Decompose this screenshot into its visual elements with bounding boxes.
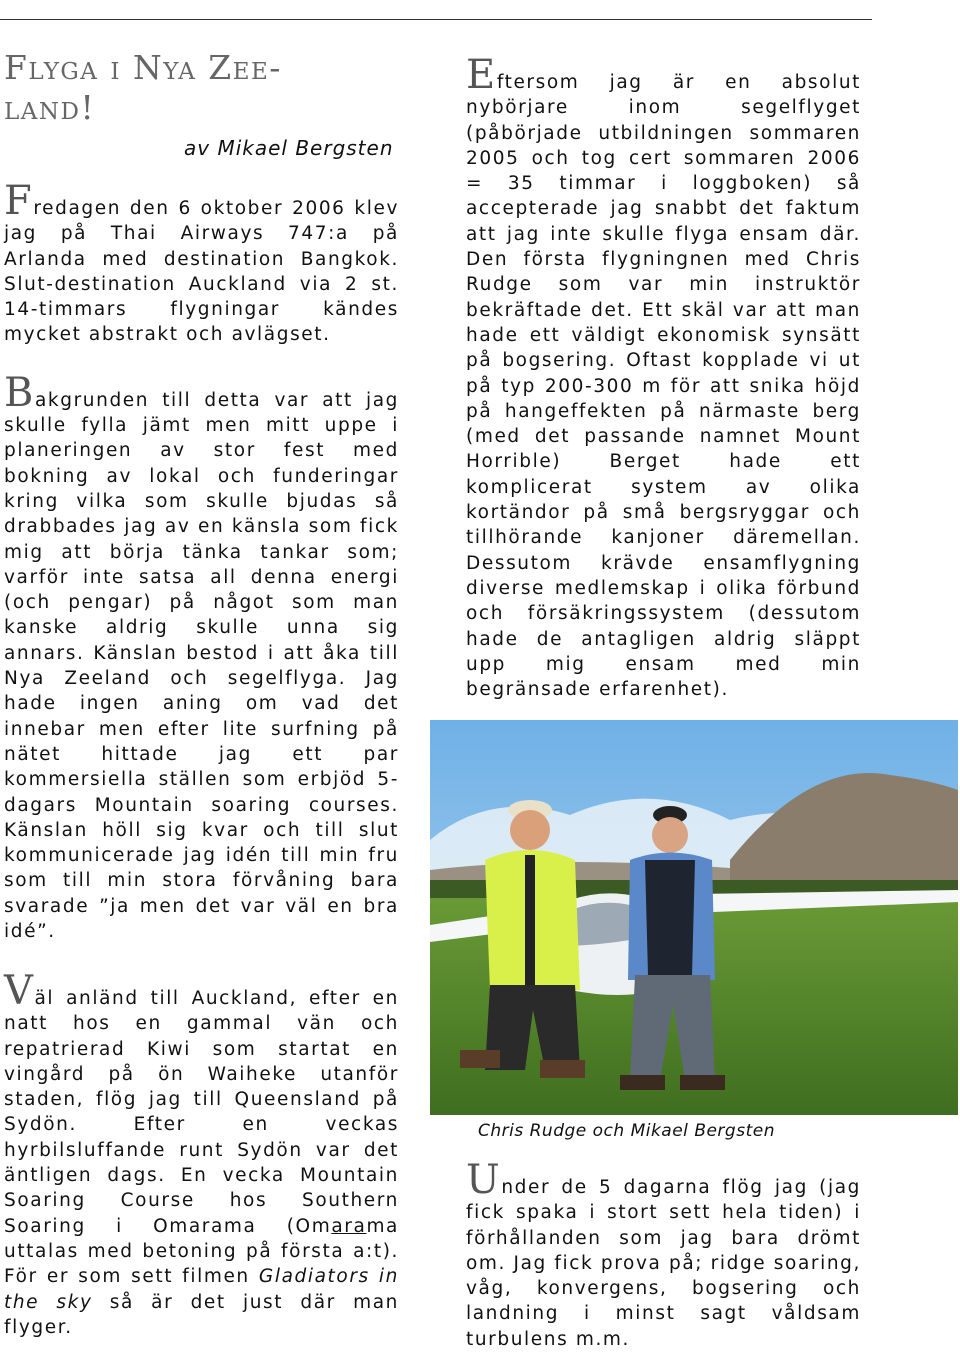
photo-caption: Chris Rudge och Mikael Bergsten [478,1121,775,1141]
paragraph-text: nder de 5 dagarna flög jag (jag fick spaka i stort sett hela tiden) i förhållanden som jag bara drömt om. Jag fick prova på; ridge soaring, våg, konvergens, bogsering och landning i minst sagt våldsam turbulens m.m. [466,1177,861,1350]
drop-cap: F [4,178,34,224]
photo-illustration [430,720,958,1115]
paragraph-1 [4,178,399,348]
paragraph-text: äl anländ till Auckland, efter en natt hos en gammal vän och repatrierad Kiwi som startat en vingård på ön Waiheke utanför staden, flög jag till Queensland på Sydön. Efter en veckas hyrbilsluffande runt Sydön var det äntligen dags. En vecka Mountain Soaring Course hos Southern Soaring i Omarama (Om [4,988,399,1237]
title-line-2: land! [4,88,96,127]
paragraph-3 [4,968,400,1340]
underlined-syllable: ara [331,1215,367,1237]
paragraph-text: redagen den 6 oktober 2006 klev jag på Thai Airways 747:a på Arlanda med destination Bangkok. Slut-destination Auckland via 2 st. 14-timmars flygningar kändes mycket abstrakt och avlägset. [4,198,399,346]
paragraph-text: ftersom jag är en absolut nybörjare inom segelflyget (påbörjade utbildningen sommaren 2005 och tog cert sommaren 2006 = 35 timmar i loggboken) så accepterade jag snabbt det faktum att jag inte skulle flyga ensam där. Den första flygningnen med Chris Rudge som var min instruktör bekräftade det. Ett skäl var att man hade ett väldigt ekonomisk synsätt på bogsering. Oftast kopplade vi ut på typ 200-300 m för att snika höjd på hangeffekten på närmaste berg (med det passande namnet Mount Horrible) Berget hade ett komplicerat system av olika kortändor på små bergsryggar och tillhörande kanjoner däremellan. Dessutom krävde ensamflygning diverse medlemskap i olika förbund och försäkringssystem (dessutom hade de antagligen aldrig släppt upp mig ensam med min begränsade erfarenhet). [466,72,861,701]
article-title [4,48,399,128]
paragraph-2 [4,369,399,945]
drop-cap: E [466,52,497,98]
byline: av Mikael Bergsten [184,136,394,160]
paragraph-text: så är det just där man flyger. [4,1291,400,1338]
film-title: Gladiators in the sky [4,1266,399,1313]
paragraph-text: akgrunden till detta var att jag skulle fylla jämt men mitt uppe i planeringen av stor fest med bokning av lokal och funderingar kring vilka som skulle bjudas så drabbades jag av en känsla som fick mig att börja tänka tankar som; varför inte satsa all denna energi (och pengar) på något som man kanske aldrig skulle unna sig annars. Känslan bestod i att åka till Nya Zeeland och segelflyga. Jag hade ingen aning om vad det innebar men efter lite surfning på nätet hittade jag ett par kommersiella ställen som erbjöd 5-dagars Mountain soaring courses. Känslan höll sig kvar och till slut kommunicerade jag idén till min fru som till min stora förvåning bara svarade ”ja men det var väl en bra idé”. [4,389,399,943]
header-rule [0,19,872,20]
title-line-1: Flyga i Nya Zee- [4,48,282,87]
paragraph-5 [466,1157,861,1352]
left-column [4,48,399,944]
paragraph-4 [466,52,861,702]
right-column [466,52,861,702]
photo [430,720,958,1115]
drop-cap: U [466,1157,502,1203]
drop-cap: V [4,968,35,1014]
drop-cap: B [4,369,35,416]
paragraph-text: ma uttalas med betoning på första a:t). För er som sett filmen [4,1215,399,1288]
